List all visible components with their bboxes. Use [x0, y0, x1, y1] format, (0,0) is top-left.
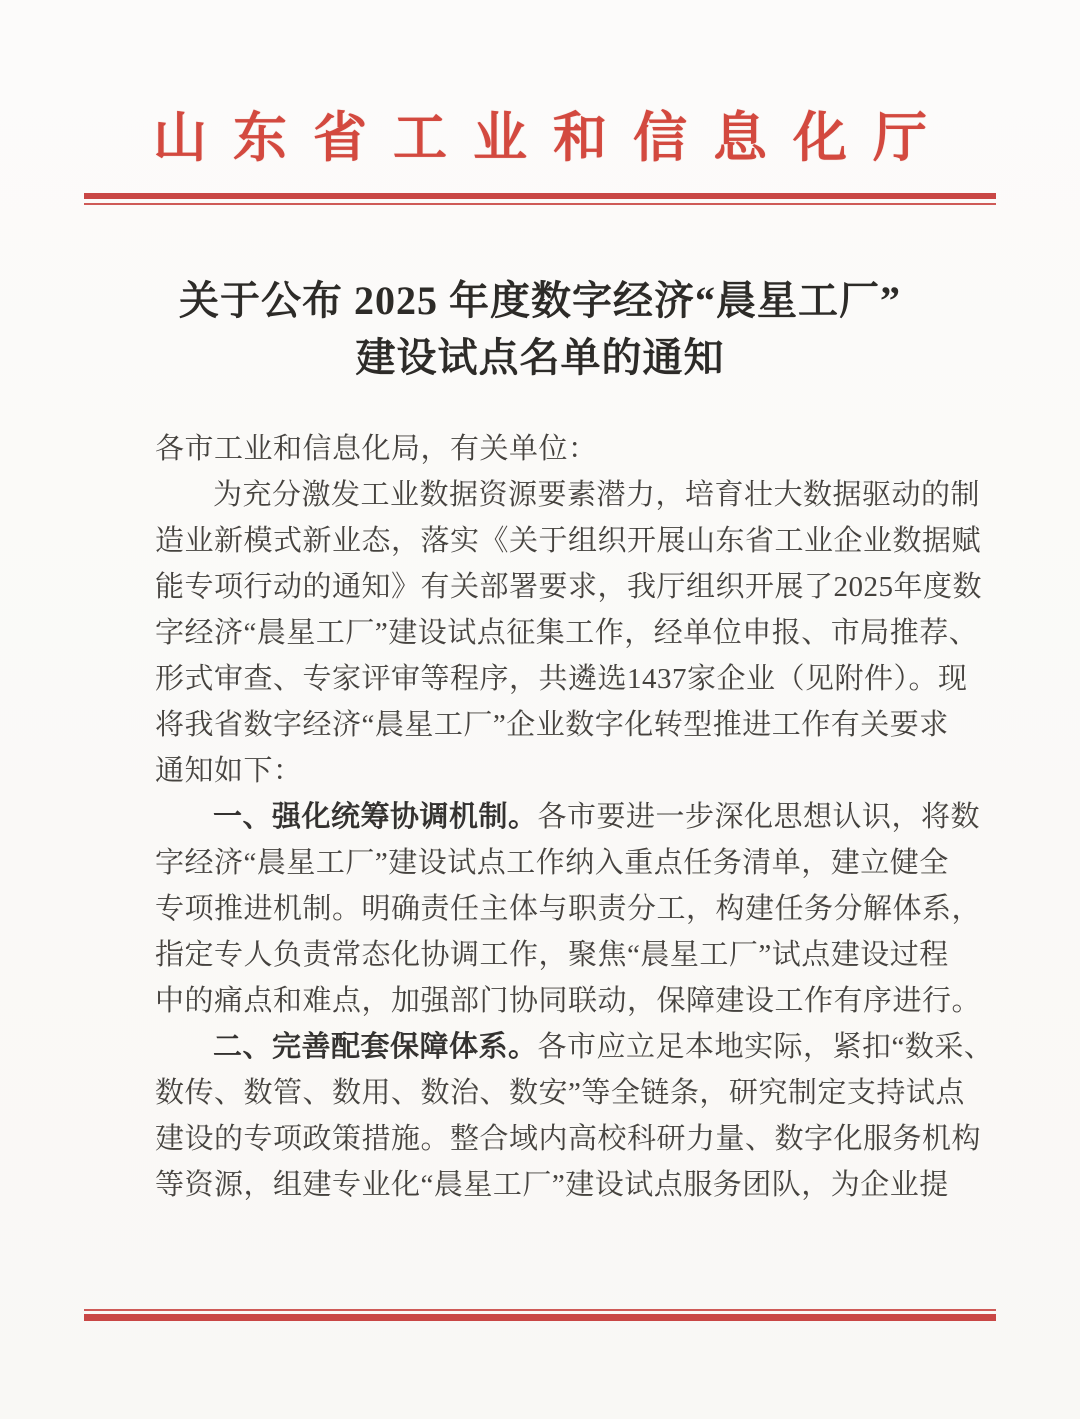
body-line	[155, 472, 981, 518]
letterhead-rule-thin	[84, 203, 996, 205]
document-title	[0, 272, 1080, 386]
body-line	[155, 1162, 955, 1208]
body-line-text: 指定专人负责常态化协调工作，聚焦“晨星工厂”试点建设过程	[155, 939, 949, 971]
body-line	[155, 1070, 965, 1116]
body-line	[155, 610, 979, 656]
letterhead-agency-name: 山东省工业和信息化厅	[153, 108, 953, 168]
body-line-text: 数传、数管、数用、数治、数安”等全链条，研究制定支持试点	[155, 1077, 965, 1109]
body-line	[155, 840, 955, 886]
body-line-section-1	[155, 794, 981, 840]
body-line-text: 将我省数字经济“晨星工厂”企业数字化转型推进工作有关要求	[155, 709, 949, 741]
body-line-text: 等资源，组建专业化“晨星工厂”建设试点服务团队，为企业提	[155, 1169, 949, 1201]
body-line	[155, 748, 955, 794]
body-line-salutation	[155, 426, 955, 472]
footer-rule-thin	[84, 1309, 996, 1311]
body-line	[155, 886, 982, 932]
letterhead-rule-thick	[84, 193, 996, 199]
body-line-text: 能专项行动的通知》有关部署要求，我厅组织开展了2025年度数	[155, 571, 983, 603]
body-line	[155, 1116, 982, 1162]
document-body	[155, 426, 994, 1208]
document-title-line-2: 建设试点名单的通知	[355, 335, 725, 380]
body-line-text: 造业新模式新业态，落实《关于组织开展山东省工业企业数据赋	[155, 525, 982, 557]
body-line-text: 字经济“晨星工厂”建设试点工作纳入重点任务清单，建立健全	[155, 847, 949, 879]
body-line	[155, 518, 982, 564]
body-line-text: 中的痛点和难点，加强部门协同联动，保障建设工作有序进行。	[155, 985, 982, 1017]
body-line-text: 建设的专项政策措施。整合域内高校科研力量、数字化服务机构	[155, 1123, 982, 1155]
body-line	[155, 932, 955, 978]
document-title-line-1: 关于公布 2025 年度数字经济“晨星工厂”	[179, 278, 901, 323]
body-line-text: 各市要进一步深化思想认识，将数	[537, 801, 981, 833]
body-line-text: 字经济“晨星工厂”建设试点征集工作，经单位申报、市局推荐、	[155, 617, 979, 649]
body-line-text: 为充分激发工业数据资源要素潜力，培育壮大数据驱动的制	[213, 479, 981, 511]
body-line	[155, 656, 968, 702]
body-line-text: 通知如下：	[155, 755, 303, 787]
body-line	[155, 978, 982, 1024]
body-line-text: 形式审查、专家评审等程序，共遴选1437家企业（见附件）。现	[155, 663, 968, 695]
body-line-text: 各市应立足本地实际，紧扣“数采、	[537, 1031, 994, 1063]
body-line-text: 专项推进机制。明确责任主体与职责分工，构建任务分解体系，	[155, 893, 982, 925]
section-2-heading: 二、完善配套保障体系。	[213, 1031, 538, 1063]
body-line	[155, 702, 955, 748]
body-line-text: 各市工业和信息化局，有关单位：	[155, 433, 598, 465]
section-1-heading: 一、强化统筹协调机制。	[213, 801, 538, 833]
body-line	[155, 564, 983, 610]
body-line-section-2	[155, 1024, 994, 1070]
footer-rule-thick	[84, 1314, 996, 1321]
